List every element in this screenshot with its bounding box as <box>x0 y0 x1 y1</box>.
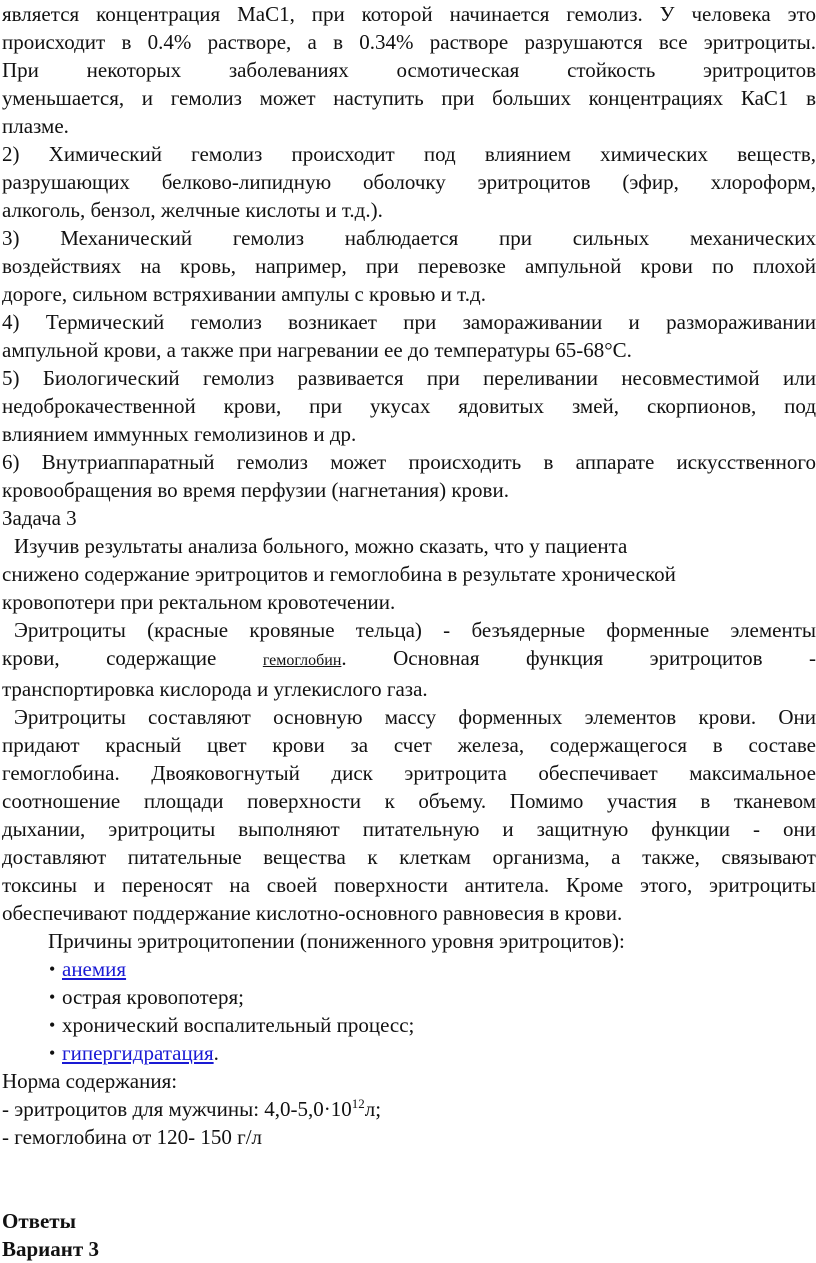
list-item <box>48 1011 816 1039</box>
text-line: уменьшается, и гемолиз может наступить при больших концентрациях КаС1 в <box>2 86 816 110</box>
bullet-icon: • <box>49 987 56 1007</box>
norm-hemoglobin: - гемоглобина от 120- 150 г/л <box>2 1125 263 1149</box>
bullet-icon: • <box>49 1043 56 1063</box>
paragraph-biological-hemolysis <box>2 364 816 448</box>
paragraph-erythrocyte-definition <box>2 616 816 703</box>
text-line: 3) Механический гемолиз наблюдается при сильных механических <box>2 226 816 250</box>
list-item <box>48 1039 816 1067</box>
text-line: плазме. <box>2 114 69 138</box>
paragraph-erythrocyte-functions <box>2 703 816 927</box>
text-line: Эритроциты составляют основную массу форменных элементов крови. Они <box>14 705 816 729</box>
text-line: транспортировка кислорода и углекислого газа. <box>2 677 428 701</box>
bullet-icon: • <box>49 959 56 979</box>
text-line: 4) Термический гемолиз возникает при замораживании и размораживании <box>2 310 816 334</box>
bullet-icon: • <box>49 1015 56 1035</box>
answers-heading: Ответы <box>2 1209 77 1233</box>
list-item-text: . <box>213 1041 219 1065</box>
text-line: токсины и переносят на своей поверхности антитела. Кроме этого, эритроциты <box>2 873 816 897</box>
text-line: кровопотери при ректальном кровотечении. <box>2 590 396 614</box>
hyperhydration-link[interactable]: гипергидратация <box>62 1041 214 1065</box>
text-line: соотношение площади поверхности к объему. Помимо участия в тканевом <box>2 789 816 813</box>
text-segment: крови, содержащие <box>2 646 263 670</box>
text-line: влиянием иммунных гемолизинов и др. <box>2 422 357 446</box>
text-line: Эритроциты (красные кровяные тельца) - безъядерные форменные элементы <box>14 618 816 642</box>
paragraph-thermal-hemolysis <box>2 308 816 364</box>
norm-heading: Норма содержания: <box>2 1069 178 1093</box>
text-line: кровообращения во время перфузии (нагнетания) крови. <box>2 478 509 502</box>
text-line: 6) Внутриаппаратный гемолиз может происходить в аппарате искусственного <box>2 450 816 474</box>
text-line: разрушающих белково-липидную оболочку эритроцитов (эфир, хлороформ, <box>2 170 816 194</box>
text-line <box>2 644 816 675</box>
text-line: обеспечивают поддержание кислотно-основного равновесия в крови. <box>2 901 623 925</box>
text-line: воздействиях на кровь, например, при перевозке ампульной крови по плохой <box>2 254 816 278</box>
text-line: недоброкачественной крови, при укусах ядовитых змей, скорпионов, под <box>2 394 816 418</box>
list-item-text: хронический воспалительный процесс; <box>62 1013 415 1037</box>
text-line: алкоголь, бензол, желчные кислоты и т.д.). <box>2 198 383 222</box>
text-line: происходит в 0.4% растворе, а в 0.34% растворе разрушаются все эритроциты. <box>2 30 816 54</box>
text-segment: . Основная функция эритроцитов - <box>341 646 816 670</box>
paragraph-analysis-result <box>2 532 816 616</box>
norm-erythrocytes <box>2 1095 816 1123</box>
task-heading: Задача 3 <box>2 506 77 530</box>
text-segment: - эритроцитов для мужчины: 4,0-5,0·10 <box>2 1097 352 1121</box>
text-line: При некоторых заболеваниях осмотическая стойкость эритроцитов <box>2 58 816 82</box>
variant-heading: Вариант 3 <box>2 1237 99 1261</box>
text-line: гемоглобина. Двояковогнутый диск эритроцита обеспечивает максимальное <box>2 761 816 785</box>
text-line: придают красный цвет крови за счет железа, содержащегося в составе <box>2 733 816 757</box>
text-segment: л; <box>364 1097 382 1121</box>
paragraph-chemical-hemolysis <box>2 140 816 224</box>
list-item-text: острая кровопотеря; <box>62 985 244 1009</box>
spacer <box>2 1151 816 1207</box>
list-item <box>48 983 816 1011</box>
text-line: снижено содержание эритроцитов и гемоглобина в результате хронической <box>2 562 676 586</box>
causes-list <box>2 955 816 1067</box>
text-line: ампульной крови, а также при нагревании ее до температуры 65-68°С. <box>2 338 632 362</box>
causes-heading: Причины эритроцитопении (пониженного уровня эритроцитов): <box>48 929 625 953</box>
list-item <box>48 955 816 983</box>
paragraph-osmotic-hemolysis <box>2 0 816 140</box>
text-line: 5) Биологический гемолиз развивается при переливании несовместимой или <box>2 366 816 390</box>
anemia-link[interactable]: анемия <box>62 957 127 981</box>
text-line: 2) Химический гемолиз происходит под влиянием химических веществ, <box>2 142 816 166</box>
text-line: является концентрация МаС1, при которой начинается гемолиз. У человека это <box>2 2 816 26</box>
text-line: доставляют питательные вещества к клеткам организма, а также, связывают <box>2 845 816 869</box>
text-line: дороге, сильном встряхивании ампулы с кровью и т.д. <box>2 282 486 306</box>
hemoglobin-link[interactable]: гемоглобин <box>262 652 342 669</box>
paragraph-intra-apparatus-hemolysis <box>2 448 816 504</box>
paragraph-mechanical-hemolysis <box>2 224 816 308</box>
text-line: Изучив результаты анализа больного, можно сказать, что у пациента <box>14 534 628 558</box>
text-line: дыхании, эритроциты выполняют питательную и защитную функции - они <box>2 817 816 841</box>
exponent: 12 <box>351 1096 365 1111</box>
